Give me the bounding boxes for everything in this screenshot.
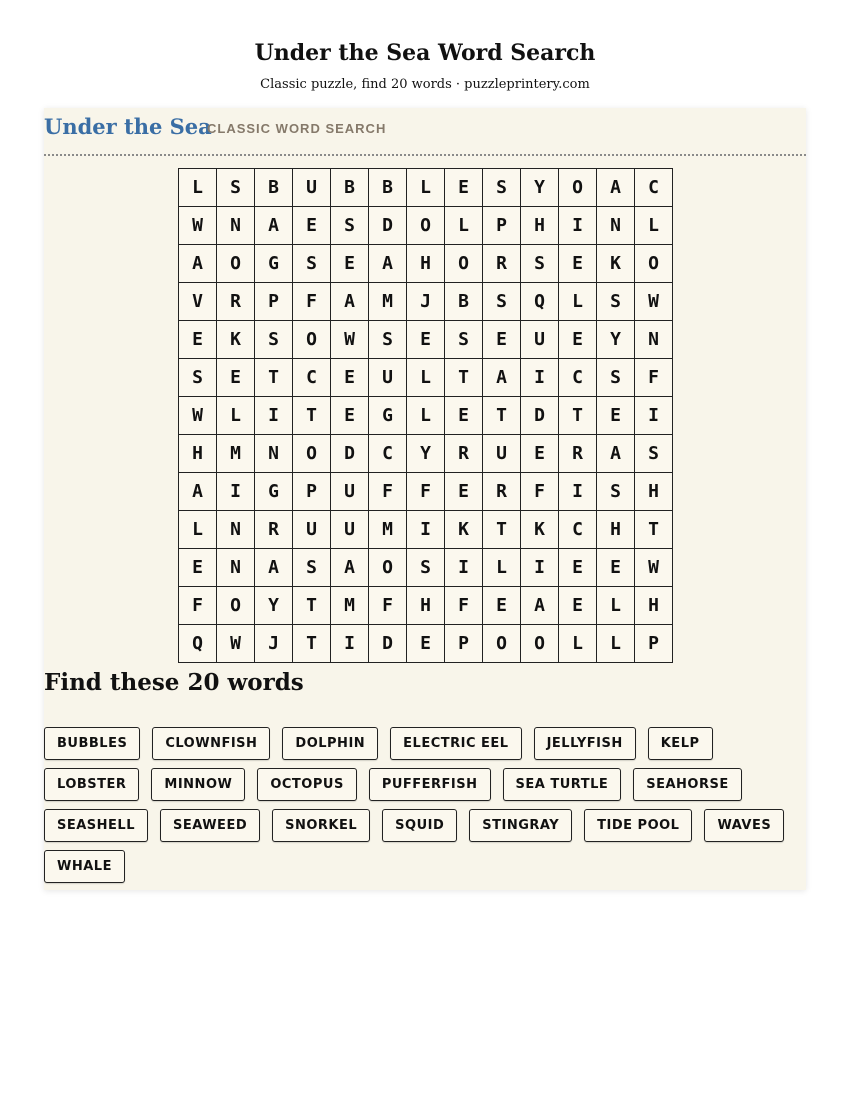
grid-cell[interactable]: P	[255, 283, 293, 321]
grid-cell[interactable]: F	[445, 587, 483, 625]
grid-cell[interactable]: U	[369, 359, 407, 397]
grid-cell[interactable]: A	[179, 245, 217, 283]
grid-cell[interactable]: S	[407, 549, 445, 587]
grid-cell[interactable]: I	[445, 549, 483, 587]
grid-cell[interactable]: F	[369, 473, 407, 511]
grid-cell[interactable]: H	[635, 587, 673, 625]
grid-cell[interactable]: M	[369, 283, 407, 321]
grid-row	[179, 549, 673, 587]
grid-cell[interactable]: L	[597, 625, 635, 663]
grid-cell[interactable]: E	[331, 359, 369, 397]
word-chip[interactable]: JELLYFISH	[534, 727, 636, 760]
grid-cell[interactable]: L	[635, 207, 673, 245]
grid-cell[interactable]: H	[521, 207, 559, 245]
grid-cell[interactable]: B	[369, 169, 407, 207]
grid-cell[interactable]: L	[483, 549, 521, 587]
grid-cell[interactable]: K	[521, 511, 559, 549]
grid-cell[interactable]: E	[559, 549, 597, 587]
grid-row	[179, 435, 673, 473]
grid-cell[interactable]: L	[407, 397, 445, 435]
grid-cell[interactable]: C	[559, 359, 597, 397]
grid-cell[interactable]: T	[445, 359, 483, 397]
grid-cell[interactable]: B	[255, 169, 293, 207]
grid-cell[interactable]: W	[331, 321, 369, 359]
grid-cell[interactable]: U	[293, 511, 331, 549]
grid-cell[interactable]: S	[217, 169, 255, 207]
grid-cell[interactable]: O	[521, 625, 559, 663]
grid-cell[interactable]: F	[407, 473, 445, 511]
grid-cell[interactable]: U	[483, 435, 521, 473]
grid-cell[interactable]: R	[559, 435, 597, 473]
grid-cell[interactable]: G	[255, 473, 293, 511]
grid-cell[interactable]: M	[331, 587, 369, 625]
grid-cell[interactable]: E	[445, 397, 483, 435]
word-chip[interactable]: PUFFERFISH	[369, 768, 491, 801]
grid-cell[interactable]: Y	[255, 587, 293, 625]
card-header	[44, 108, 806, 156]
grid-row	[179, 625, 673, 663]
puzzle-card	[44, 108, 806, 890]
grid-cell[interactable]: T	[255, 359, 293, 397]
grid-cell[interactable]: F	[293, 283, 331, 321]
grid-cell[interactable]: M	[217, 435, 255, 473]
grid-cell[interactable]: H	[597, 511, 635, 549]
grid-cell[interactable]: E	[483, 587, 521, 625]
grid-cell[interactable]: E	[445, 169, 483, 207]
word-list-heading: Find these 20 words	[44, 669, 304, 696]
grid-cell[interactable]: S	[483, 169, 521, 207]
grid-cell[interactable]: A	[483, 359, 521, 397]
grid-cell[interactable]: W	[635, 283, 673, 321]
letter-grid-body	[179, 169, 673, 663]
grid-cell[interactable]: L	[407, 359, 445, 397]
grid-cell[interactable]: V	[179, 283, 217, 321]
grid-cell[interactable]: D	[369, 625, 407, 663]
grid-cell[interactable]: S	[255, 321, 293, 359]
grid-cell[interactable]: E	[559, 245, 597, 283]
word-chip[interactable]: BUBBLES	[44, 727, 140, 760]
grid-cell[interactable]: L	[559, 283, 597, 321]
grid-cell[interactable]: R	[483, 473, 521, 511]
grid-cell[interactable]: H	[407, 587, 445, 625]
grid-cell[interactable]: H	[635, 473, 673, 511]
grid-cell[interactable]: O	[369, 549, 407, 587]
grid-cell[interactable]: Y	[597, 321, 635, 359]
grid-cell[interactable]: L	[179, 511, 217, 549]
grid-cell[interactable]: I	[521, 359, 559, 397]
grid-cell[interactable]: S	[293, 549, 331, 587]
grid-cell[interactable]: I	[331, 625, 369, 663]
grid-cell[interactable]: I	[521, 549, 559, 587]
grid-cell[interactable]: I	[559, 207, 597, 245]
grid-cell[interactable]: R	[255, 511, 293, 549]
grid-cell[interactable]: B	[331, 169, 369, 207]
grid-cell[interactable]: O	[407, 207, 445, 245]
grid-cell[interactable]: F	[179, 587, 217, 625]
grid-cell[interactable]: Y	[521, 169, 559, 207]
grid-cell[interactable]: L	[217, 397, 255, 435]
grid-cell[interactable]: O	[293, 435, 331, 473]
grid-cell[interactable]: I	[635, 397, 673, 435]
grid-row	[179, 473, 673, 511]
grid-cell[interactable]: C	[369, 435, 407, 473]
grid-cell[interactable]: T	[293, 587, 331, 625]
grid-cell[interactable]: S	[597, 473, 635, 511]
grid-cell[interactable]: E	[407, 321, 445, 359]
grid-cell[interactable]: B	[445, 283, 483, 321]
grid-cell[interactable]: S	[445, 321, 483, 359]
grid-cell[interactable]: L	[407, 169, 445, 207]
grid-cell[interactable]: M	[369, 511, 407, 549]
grid-cell[interactable]: E	[407, 625, 445, 663]
word-chip[interactable]: ELECTRIC EEL	[390, 727, 521, 760]
grid-cell[interactable]: N	[635, 321, 673, 359]
grid-cell[interactable]: O	[217, 587, 255, 625]
grid-cell[interactable]: N	[217, 511, 255, 549]
grid-cell[interactable]: A	[255, 207, 293, 245]
word-chip[interactable]: SEA TURTLE	[503, 768, 622, 801]
grid-cell[interactable]: F	[369, 587, 407, 625]
grid-cell[interactable]: T	[293, 397, 331, 435]
letter-grid	[178, 168, 673, 663]
grid-cell[interactable]: E	[597, 397, 635, 435]
grid-cell[interactable]: W	[635, 549, 673, 587]
word-chip[interactable]: LOBSTER	[44, 768, 139, 801]
grid-cell[interactable]: N	[255, 435, 293, 473]
grid-cell[interactable]: O	[559, 169, 597, 207]
word-chip[interactable]: TIDE POOL	[584, 809, 692, 842]
grid-row	[179, 397, 673, 435]
grid-cell[interactable]: O	[217, 245, 255, 283]
grid-cell[interactable]: U	[293, 169, 331, 207]
grid-cell[interactable]: A	[597, 435, 635, 473]
grid-cell[interactable]: K	[217, 321, 255, 359]
word-chip[interactable]: OCTOPUS	[257, 768, 356, 801]
grid-cell[interactable]: T	[483, 511, 521, 549]
grid-cell[interactable]: N	[597, 207, 635, 245]
grid-cell[interactable]: G	[369, 397, 407, 435]
grid-cell[interactable]: D	[369, 207, 407, 245]
grid-cell[interactable]: Y	[407, 435, 445, 473]
grid-cell[interactable]: L	[559, 625, 597, 663]
grid-row	[179, 283, 673, 321]
grid-cell[interactable]: F	[521, 473, 559, 511]
grid-cell[interactable]: D	[331, 435, 369, 473]
puzzle-kind-label: CLASSIC WORD SEARCH	[207, 121, 387, 136]
word-chip[interactable]: DOLPHIN	[282, 727, 378, 760]
grid-cell[interactable]: W	[179, 207, 217, 245]
grid-cell[interactable]: W	[179, 397, 217, 435]
word-chip[interactable]: SQUID	[382, 809, 457, 842]
grid-cell[interactable]: E	[597, 549, 635, 587]
grid-cell[interactable]: P	[293, 473, 331, 511]
grid-cell[interactable]: A	[369, 245, 407, 283]
grid-cell[interactable]: T	[293, 625, 331, 663]
grid-cell[interactable]: C	[635, 169, 673, 207]
grid-cell[interactable]: A	[331, 549, 369, 587]
grid-cell[interactable]: E	[521, 435, 559, 473]
grid-cell[interactable]: I	[217, 473, 255, 511]
grid-cell[interactable]: U	[331, 473, 369, 511]
grid-cell[interactable]: G	[255, 245, 293, 283]
grid-cell[interactable]: E	[217, 359, 255, 397]
word-chip[interactable]: SNORKEL	[272, 809, 370, 842]
page-title: Under the Sea Word Search	[254, 40, 596, 66]
grid-cell[interactable]: R	[483, 245, 521, 283]
page-subtitle: Classic puzzle, find 20 words · puzzleprintery.com	[260, 77, 590, 92]
word-chip[interactable]: SEAHORSE	[633, 768, 742, 801]
word-chip[interactable]: WAVES	[704, 809, 784, 842]
word-chip[interactable]: KELP	[648, 727, 713, 760]
grid-cell[interactable]: J	[255, 625, 293, 663]
grid-row	[179, 321, 673, 359]
grid-cell[interactable]: S	[369, 321, 407, 359]
grid-row	[179, 245, 673, 283]
grid-cell[interactable]: O	[483, 625, 521, 663]
grid-cell[interactable]: S	[521, 245, 559, 283]
grid-row	[179, 511, 673, 549]
grid-cell[interactable]: P	[445, 625, 483, 663]
grid-cell[interactable]: A	[179, 473, 217, 511]
grid-cell[interactable]: D	[521, 397, 559, 435]
grid-cell[interactable]: H	[179, 435, 217, 473]
grid-cell[interactable]: R	[445, 435, 483, 473]
word-chip[interactable]: CLOWNFISH	[152, 727, 270, 760]
grid-cell[interactable]: E	[559, 587, 597, 625]
grid-cell[interactable]: S	[597, 283, 635, 321]
grid-cell[interactable]: O	[293, 321, 331, 359]
grid-cell[interactable]: R	[217, 283, 255, 321]
grid-row	[179, 359, 673, 397]
grid-cell[interactable]: S	[597, 359, 635, 397]
grid-cell[interactable]: L	[445, 207, 483, 245]
grid-cell[interactable]: L	[179, 169, 217, 207]
grid-cell[interactable]: T	[559, 397, 597, 435]
grid-cell[interactable]: L	[597, 587, 635, 625]
grid-cell[interactable]: N	[217, 207, 255, 245]
grid-cell[interactable]: T	[483, 397, 521, 435]
grid-cell[interactable]: S	[293, 245, 331, 283]
grid-cell[interactable]: U	[331, 511, 369, 549]
grid-cell[interactable]: E	[331, 245, 369, 283]
puzzle-brand-title: Under the Sea	[44, 114, 212, 139]
grid-cell[interactable]: Q	[521, 283, 559, 321]
grid-cell[interactable]: S	[179, 359, 217, 397]
grid-row	[179, 207, 673, 245]
grid-cell[interactable]: A	[331, 283, 369, 321]
word-chip[interactable]: STINGRAY	[469, 809, 572, 842]
word-chip[interactable]: SEAWEED	[160, 809, 260, 842]
grid-cell[interactable]: E	[445, 473, 483, 511]
grid-cell[interactable]: K	[597, 245, 635, 283]
word-chip[interactable]: WHALE	[44, 850, 125, 883]
grid-cell[interactable]: C	[559, 511, 597, 549]
grid-cell[interactable]: P	[483, 207, 521, 245]
word-list	[44, 727, 806, 883]
grid-cell[interactable]: E	[331, 397, 369, 435]
grid-cell[interactable]: E	[179, 549, 217, 587]
grid-cell[interactable]: Q	[179, 625, 217, 663]
grid-cell[interactable]: K	[445, 511, 483, 549]
grid-cell[interactable]: E	[293, 207, 331, 245]
grid-cell[interactable]: A	[255, 549, 293, 587]
grid-cell[interactable]: S	[331, 207, 369, 245]
grid-cell[interactable]: E	[179, 321, 217, 359]
grid-cell[interactable]: O	[635, 245, 673, 283]
grid-cell[interactable]: I	[407, 511, 445, 549]
grid-cell[interactable]: S	[483, 283, 521, 321]
grid-cell[interactable]: A	[597, 169, 635, 207]
grid-cell[interactable]: T	[635, 511, 673, 549]
word-chip[interactable]: MINNOW	[151, 768, 245, 801]
grid-cell[interactable]: H	[407, 245, 445, 283]
grid-cell[interactable]: S	[635, 435, 673, 473]
grid-cell[interactable]: I	[559, 473, 597, 511]
grid-row	[179, 169, 673, 207]
grid-cell[interactable]: J	[407, 283, 445, 321]
grid-row	[179, 587, 673, 625]
grid-cell[interactable]: W	[217, 625, 255, 663]
grid-cell[interactable]: O	[445, 245, 483, 283]
grid-cell[interactable]: F	[635, 359, 673, 397]
grid-cell[interactable]: A	[521, 587, 559, 625]
grid-cell[interactable]: P	[635, 625, 673, 663]
grid-cell[interactable]: U	[521, 321, 559, 359]
word-chip[interactable]: SEASHELL	[44, 809, 148, 842]
grid-cell[interactable]: E	[483, 321, 521, 359]
grid-cell[interactable]: I	[255, 397, 293, 435]
page-header	[0, 38, 850, 94]
grid-cell[interactable]: E	[559, 321, 597, 359]
grid-cell[interactable]: N	[217, 549, 255, 587]
grid-cell[interactable]: C	[293, 359, 331, 397]
